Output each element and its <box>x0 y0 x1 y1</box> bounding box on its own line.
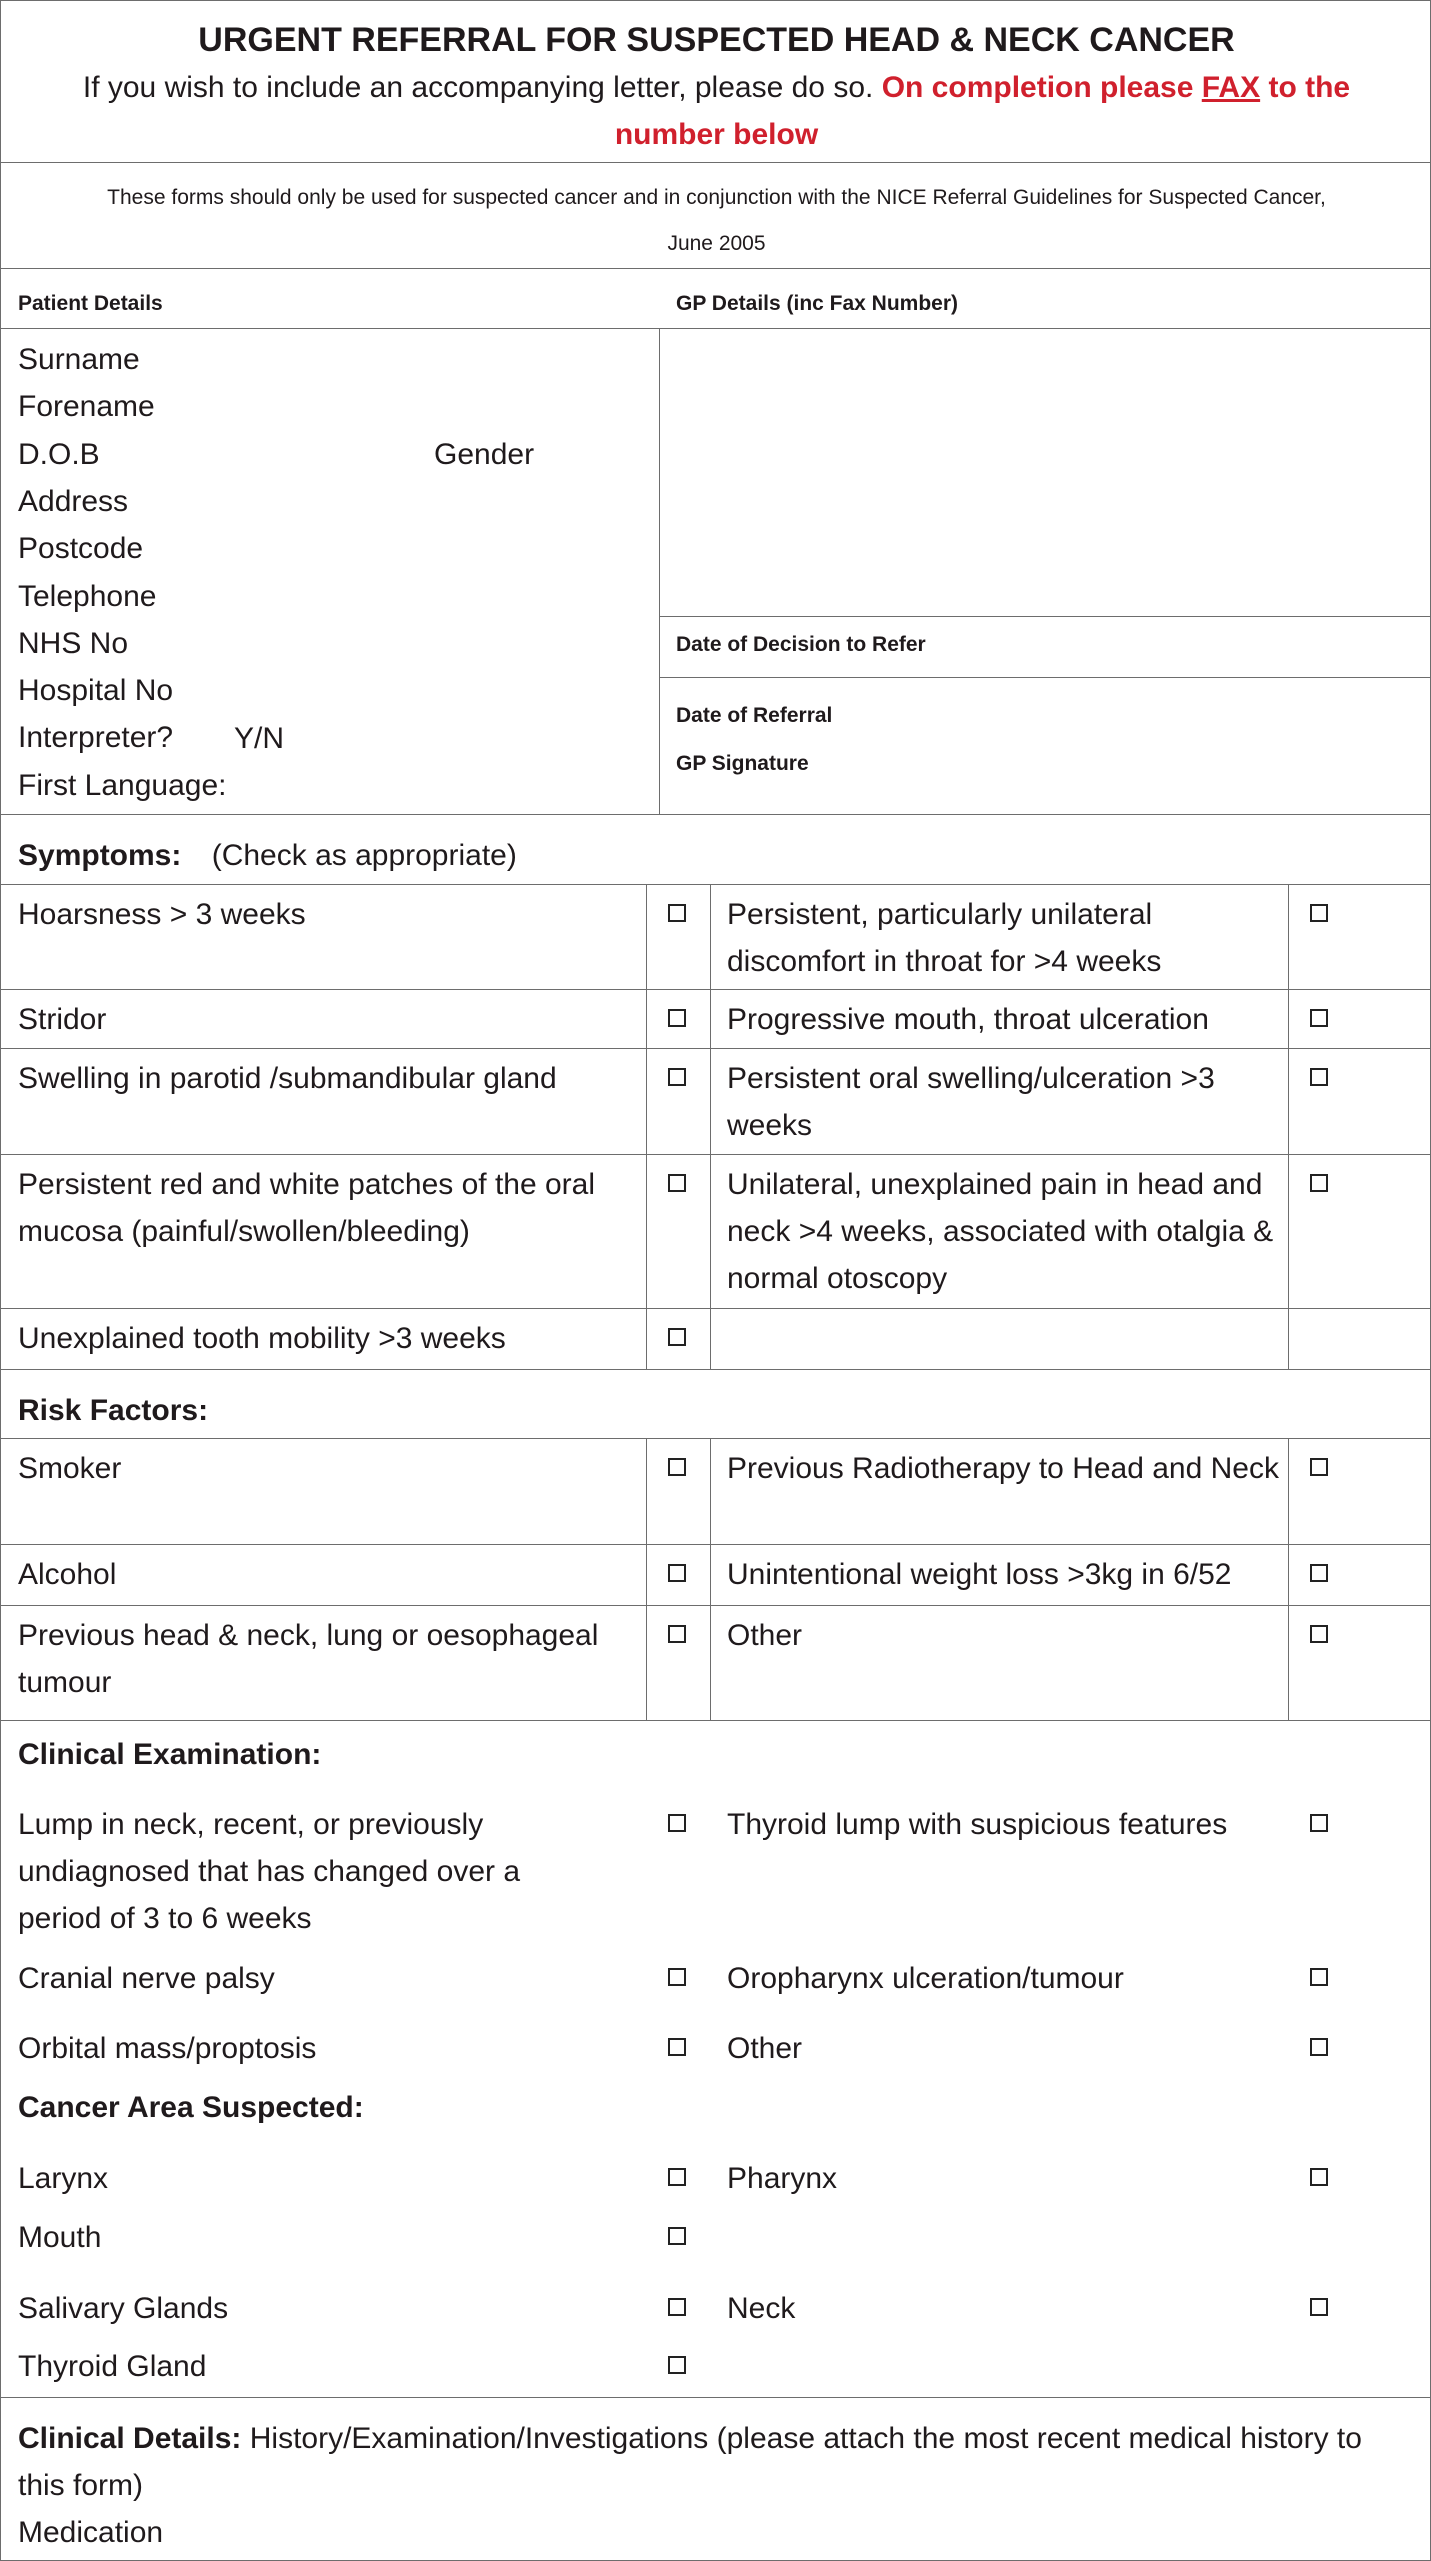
guidelines-line2: June 2005 <box>667 232 766 255</box>
clinical-exam-heading: Clinical Examination: <box>18 1738 322 1771</box>
symptoms-item-right: Persistent, particularly unilateral discomfort in throat for >4 weeks <box>727 898 1162 978</box>
instructions <box>1 64 1431 111</box>
instructions-fax: FAX <box>1201 71 1261 104</box>
exam-item-left: Cranial nerve palsy <box>18 1962 275 1995</box>
row-divider <box>1 1605 1430 1606</box>
area-checkbox-left[interactable] <box>668 2227 686 2245</box>
symptoms-item-left: Stridor <box>18 1003 107 1036</box>
symptoms-checkbox-right[interactable] <box>1310 1009 1328 1027</box>
risk-item-right: Other <box>727 1619 803 1652</box>
symptoms-checkbox-left[interactable] <box>668 1068 686 1086</box>
area-item-right: Pharynx <box>727 2162 838 2195</box>
row-divider <box>1 1369 1430 1370</box>
gender-label: Gender <box>434 438 535 471</box>
symptoms-item-right: Persistent oral swelling/ulceration >3 weeks <box>727 1062 1215 1142</box>
risk-checkbox-right[interactable] <box>1310 1458 1328 1476</box>
patient-field-label: Interpreter? <box>18 721 174 755</box>
area-item-left: Larynx <box>18 2162 109 2195</box>
symptoms-checkbox-right[interactable] <box>1310 904 1328 922</box>
risk-item-left: Alcohol <box>18 1558 117 1591</box>
risk-checkbox-left[interactable] <box>668 1458 686 1476</box>
area-checkbox-left[interactable] <box>668 2298 686 2316</box>
symptoms-checkbox-right[interactable] <box>1310 1174 1328 1192</box>
column-divider <box>1288 1438 1289 1720</box>
patient-field-label: Postcode <box>18 532 144 566</box>
area-checkbox-right[interactable] <box>1310 2168 1328 2186</box>
risk-checkbox-right[interactable] <box>1310 1625 1328 1643</box>
patient-field-label: First Language: <box>18 768 227 802</box>
area-item-right: Neck <box>727 2292 796 2325</box>
column-divider <box>710 1438 711 1720</box>
symptoms-item-right: Progressive mouth, throat ulceration <box>727 1003 1209 1036</box>
row-divider <box>1 1308 1430 1309</box>
symptoms-item-left: Persistent red and white patches of the oral mucosa (painful/swollen/bleeding) <box>18 1168 596 1248</box>
area-checkbox-left[interactable] <box>668 2356 686 2374</box>
area-checkbox-right[interactable] <box>1310 2298 1328 2316</box>
risk-checkbox-left[interactable] <box>668 1625 686 1643</box>
risk-item-right: Unintentional weight loss >3kg in 6/52 <box>727 1558 1232 1591</box>
clinical-details <box>18 2415 1413 2509</box>
gp-details-heading: GP Details (inc Fax Number) <box>676 292 959 315</box>
exam-item-left: Orbital mass/proptosis <box>18 2032 317 2065</box>
symptoms-heading <box>18 832 517 879</box>
patient-field-label: NHS No <box>18 626 129 660</box>
cancer-area-heading: Cancer Area Suspected: <box>18 2091 364 2124</box>
column-divider <box>646 884 647 1369</box>
exam-checkbox-right[interactable] <box>1310 1968 1328 1986</box>
risk-factors-heading: Risk Factors: <box>18 1394 209 1427</box>
interpreter-yn: Y/N <box>234 722 285 755</box>
exam-checkbox-left[interactable] <box>668 1814 686 1832</box>
risk-item-right: Previous Radiotherapy to Head and Neck <box>727 1452 1279 1485</box>
symptoms-item-left: Swelling in parotid /submandibular gland <box>18 1062 557 1095</box>
instructions-red-1: On completion please <box>881 71 1194 104</box>
symptoms-item-left: Hoarsness > 3 weeks <box>18 898 306 931</box>
patient-field-label: Address <box>18 484 129 518</box>
symptoms-checkbox-right[interactable] <box>1310 1068 1328 1086</box>
risk-checkbox-left[interactable] <box>668 1564 686 1582</box>
exam-checkbox-left[interactable] <box>668 1968 686 1986</box>
instructions-intro: If you wish to include an accompanying letter, please do so. <box>82 71 874 104</box>
area-item-left: Thyroid Gland <box>18 2350 207 2383</box>
column-divider <box>646 1438 647 1720</box>
area-item-left: Mouth <box>18 2221 102 2254</box>
symptoms-checkbox-left[interactable] <box>668 1328 686 1346</box>
symptoms-item-right: Unilateral, unexplained pain in head and neck >4 weeks, associated with otalgia & normal otoscopy <box>727 1168 1274 1295</box>
exam-item-right: Thyroid lump with suspicious features <box>727 1808 1228 1841</box>
row-divider <box>1 1720 1430 1721</box>
area-item-left: Salivary Glands <box>18 2292 229 2325</box>
patient-details-heading: Patient Details <box>18 292 163 315</box>
date-decision-label: Date of Decision to Refer <box>676 633 926 656</box>
clinical-details-heading: Clinical Details: <box>18 2422 242 2455</box>
instructions-red-line2: number below <box>614 118 819 151</box>
patient-field-label: Surname <box>18 343 140 376</box>
date-referral-label: Date of Referral <box>676 704 833 727</box>
patient-field-label: Hospital No <box>18 674 174 708</box>
exam-checkbox-left[interactable] <box>668 2038 686 2056</box>
symptoms-checkbox-left[interactable] <box>668 1009 686 1027</box>
patient-field-label: D.O.B <box>18 437 100 471</box>
column-divider <box>710 884 711 1369</box>
medication-label: Medication <box>18 2516 164 2549</box>
symptoms-title: Symptoms: <box>18 839 182 872</box>
symptoms-item-left: Unexplained tooth mobility >3 weeks <box>18 1322 506 1355</box>
risk-item-left: Previous head & neck, lung or oesophageal tumour <box>18 1619 599 1699</box>
row-divider <box>1 1544 1430 1545</box>
exam-checkbox-right[interactable] <box>1310 1814 1328 1832</box>
exam-item-left: Lump in neck, recent, or previously undiagnosed that has changed over a period of 3 to 6 weeks <box>18 1808 521 1935</box>
form-title: URGENT REFERRAL FOR SUSPECTED HEAD & NECK CANCER <box>198 21 1235 59</box>
risk-checkbox-right[interactable] <box>1310 1564 1328 1582</box>
gp-signature-label: GP Signature <box>676 752 809 775</box>
row-divider <box>1 1048 1430 1049</box>
row-divider <box>1 989 1430 990</box>
exam-item-right: Oropharynx ulceration/tumour <box>727 1962 1124 1995</box>
area-checkbox-left[interactable] <box>668 2168 686 2186</box>
exam-item-right: Other <box>727 2032 803 2065</box>
column-divider <box>1288 884 1289 1369</box>
patient-field-label: Forename <box>18 390 155 424</box>
exam-checkbox-right[interactable] <box>1310 2038 1328 2056</box>
risk-item-left: Smoker <box>18 1452 122 1485</box>
instructions-red-2: to the <box>1268 71 1351 104</box>
patient-field-label: Telephone <box>18 579 157 613</box>
symptoms-note: (Check as appropriate) <box>211 839 517 872</box>
row-divider <box>1 1154 1430 1155</box>
guidelines-line1: These forms should only be used for suspected cancer and in conjunction with the NICE Referral Guidelines for Suspected Cancer, <box>107 186 1326 209</box>
symptoms-checkbox-left[interactable] <box>668 1174 686 1192</box>
clinical-details-text: History/Examination/Investigations (please attach the most recent medical history to this form) <box>18 2422 1362 2502</box>
symptoms-checkbox-left[interactable] <box>668 904 686 922</box>
